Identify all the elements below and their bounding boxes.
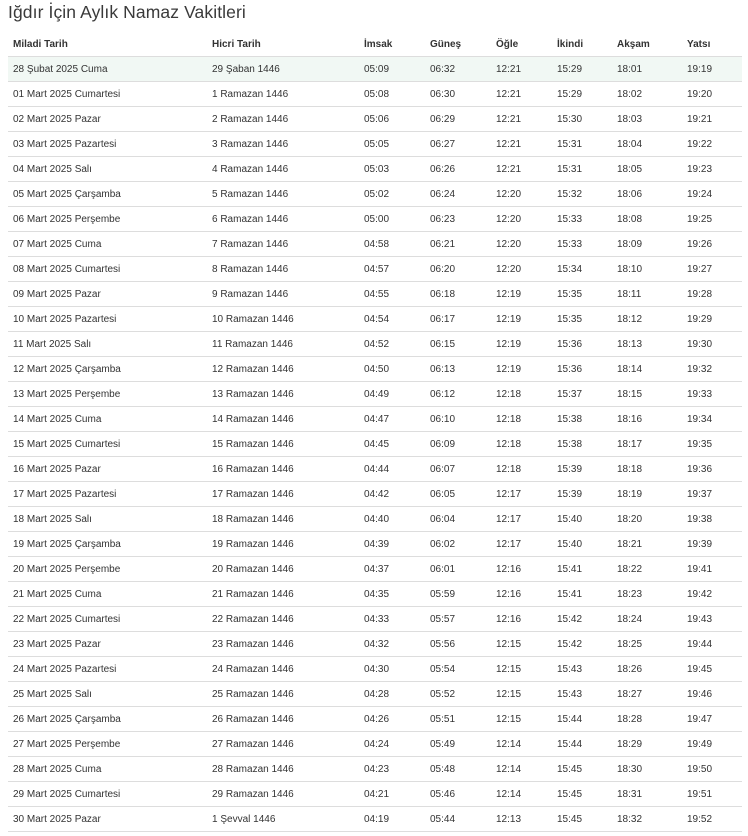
table-row <box>8 782 742 807</box>
yatsi-cell: 19:20 <box>682 82 742 107</box>
imsak-cell: 04:35 <box>359 582 425 607</box>
aksam-cell: 18:24 <box>612 607 682 632</box>
gregorian-date-cell: 22 Mart 2025 Cumartesi <box>8 607 207 632</box>
imsak-cell: 04:40 <box>359 507 425 532</box>
imsak-cell: 04:52 <box>359 332 425 357</box>
ikindi-cell: 15:43 <box>552 657 612 682</box>
imsak-cell: 04:54 <box>359 307 425 332</box>
table-row <box>8 307 742 332</box>
imsak-cell: 05:09 <box>359 57 425 82</box>
yatsi-cell: 19:19 <box>682 57 742 82</box>
gregorian-date-cell: 01 Mart 2025 Cumartesi <box>8 82 207 107</box>
gunes-cell: 06:13 <box>425 357 491 382</box>
ikindi-cell: 15:42 <box>552 607 612 632</box>
gunes-cell: 05:48 <box>425 757 491 782</box>
yatsi-cell: 19:47 <box>682 707 742 732</box>
ikindi-cell: 15:45 <box>552 782 612 807</box>
ogle-cell: 12:14 <box>491 782 552 807</box>
gunes-cell: 06:29 <box>425 107 491 132</box>
gunes-cell: 05:52 <box>425 682 491 707</box>
ogle-cell: 12:15 <box>491 632 552 657</box>
gunes-cell: 06:23 <box>425 207 491 232</box>
aksam-cell: 18:18 <box>612 457 682 482</box>
hijri-date-cell: 14 Ramazan 1446 <box>207 407 359 432</box>
hijri-date-cell: 5 Ramazan 1446 <box>207 182 359 207</box>
hijri-date-cell: 2 Ramazan 1446 <box>207 107 359 132</box>
ikindi-cell: 15:29 <box>552 82 612 107</box>
imsak-cell: 05:00 <box>359 207 425 232</box>
page-title: Iğdır İçin Aylık Namaz Vakitleri <box>8 2 246 22</box>
header-yatsi: Yatsı <box>682 33 742 57</box>
hijri-date-cell: 29 Şaban 1446 <box>207 57 359 82</box>
aksam-cell: 18:09 <box>612 232 682 257</box>
gunes-cell: 05:49 <box>425 732 491 757</box>
ogle-cell: 12:15 <box>491 707 552 732</box>
hijri-date-cell: 22 Ramazan 1446 <box>207 607 359 632</box>
table-row <box>8 207 742 232</box>
table-body <box>8 57 742 832</box>
gunes-cell: 06:26 <box>425 157 491 182</box>
hijri-date-cell: 1 Şevval 1446 <box>207 807 359 832</box>
ikindi-cell: 15:35 <box>552 282 612 307</box>
yatsi-cell: 19:49 <box>682 732 742 757</box>
gregorian-date-cell: 20 Mart 2025 Perşembe <box>8 557 207 582</box>
table-row <box>8 257 742 282</box>
gregorian-date-cell: 15 Mart 2025 Cumartesi <box>8 432 207 457</box>
table-row <box>8 707 742 732</box>
gregorian-date-cell: 06 Mart 2025 Perşembe <box>8 207 207 232</box>
gregorian-date-cell: 11 Mart 2025 Salı <box>8 332 207 357</box>
hijri-date-cell: 27 Ramazan 1446 <box>207 732 359 757</box>
aksam-cell: 18:01 <box>612 57 682 82</box>
ogle-cell: 12:16 <box>491 607 552 632</box>
aksam-cell: 18:28 <box>612 707 682 732</box>
ogle-cell: 12:18 <box>491 457 552 482</box>
gunes-cell: 06:27 <box>425 132 491 157</box>
aksam-cell: 18:30 <box>612 757 682 782</box>
gregorian-date-cell: 08 Mart 2025 Cumartesi <box>8 257 207 282</box>
hijri-date-cell: 3 Ramazan 1446 <box>207 132 359 157</box>
table-row <box>8 382 742 407</box>
gunes-cell: 06:20 <box>425 257 491 282</box>
gunes-cell: 06:12 <box>425 382 491 407</box>
yatsi-cell: 19:37 <box>682 482 742 507</box>
ogle-cell: 12:21 <box>491 82 552 107</box>
aksam-cell: 18:05 <box>612 157 682 182</box>
ikindi-cell: 15:32 <box>552 182 612 207</box>
aksam-cell: 18:27 <box>612 682 682 707</box>
hijri-date-cell: 8 Ramazan 1446 <box>207 257 359 282</box>
imsak-cell: 04:37 <box>359 557 425 582</box>
table-row <box>8 107 742 132</box>
hijri-date-cell: 25 Ramazan 1446 <box>207 682 359 707</box>
ikindi-cell: 15:40 <box>552 532 612 557</box>
table-row <box>8 757 742 782</box>
aksam-cell: 18:08 <box>612 207 682 232</box>
ikindi-cell: 15:31 <box>552 132 612 157</box>
hijri-date-cell: 1 Ramazan 1446 <box>207 82 359 107</box>
table-row <box>8 232 742 257</box>
table-row <box>8 57 742 82</box>
gregorian-date-cell: 19 Mart 2025 Çarşamba <box>8 532 207 557</box>
yatsi-cell: 19:51 <box>682 782 742 807</box>
ikindi-cell: 15:34 <box>552 257 612 282</box>
gunes-cell: 06:01 <box>425 557 491 582</box>
gregorian-date-cell: 03 Mart 2025 Pazartesi <box>8 132 207 157</box>
hijri-date-cell: 12 Ramazan 1446 <box>207 357 359 382</box>
ikindi-cell: 15:39 <box>552 482 612 507</box>
gunes-cell: 06:24 <box>425 182 491 207</box>
aksam-cell: 18:02 <box>612 82 682 107</box>
ikindi-cell: 15:41 <box>552 557 612 582</box>
aksam-cell: 18:17 <box>612 432 682 457</box>
yatsi-cell: 19:46 <box>682 682 742 707</box>
table-header <box>8 33 742 57</box>
gregorian-date-cell: 07 Mart 2025 Cuma <box>8 232 207 257</box>
ogle-cell: 12:15 <box>491 682 552 707</box>
gregorian-date-cell: 14 Mart 2025 Cuma <box>8 407 207 432</box>
gregorian-date-cell: 10 Mart 2025 Pazartesi <box>8 307 207 332</box>
yatsi-cell: 19:30 <box>682 332 742 357</box>
ogle-cell: 12:18 <box>491 407 552 432</box>
ogle-cell: 12:16 <box>491 582 552 607</box>
yatsi-cell: 19:27 <box>682 257 742 282</box>
gunes-cell: 06:10 <box>425 407 491 432</box>
yatsi-cell: 19:24 <box>682 182 742 207</box>
gunes-cell: 05:44 <box>425 807 491 832</box>
gunes-cell: 06:07 <box>425 457 491 482</box>
ogle-cell: 12:15 <box>491 657 552 682</box>
aksam-cell: 18:19 <box>612 482 682 507</box>
imsak-cell: 04:39 <box>359 532 425 557</box>
imsak-cell: 04:23 <box>359 757 425 782</box>
gunes-cell: 05:54 <box>425 657 491 682</box>
table-row <box>8 507 742 532</box>
gunes-cell: 06:30 <box>425 82 491 107</box>
yatsi-cell: 19:32 <box>682 357 742 382</box>
table-row <box>8 607 742 632</box>
gregorian-date-cell: 17 Mart 2025 Pazartesi <box>8 482 207 507</box>
imsak-cell: 04:50 <box>359 357 425 382</box>
gunes-cell: 06:04 <box>425 507 491 532</box>
ogle-cell: 12:21 <box>491 57 552 82</box>
yatsi-cell: 19:26 <box>682 232 742 257</box>
header-ogle: Öğle <box>491 33 552 57</box>
imsak-cell: 04:30 <box>359 657 425 682</box>
imsak-cell: 04:49 <box>359 382 425 407</box>
table-row <box>8 807 742 832</box>
gregorian-date-cell: 25 Mart 2025 Salı <box>8 682 207 707</box>
imsak-cell: 05:08 <box>359 82 425 107</box>
yatsi-cell: 19:43 <box>682 607 742 632</box>
yatsi-cell: 19:38 <box>682 507 742 532</box>
hijri-date-cell: 21 Ramazan 1446 <box>207 582 359 607</box>
imsak-cell: 04:19 <box>359 807 425 832</box>
table-row <box>8 132 742 157</box>
ikindi-cell: 15:42 <box>552 632 612 657</box>
imsak-cell: 05:02 <box>359 182 425 207</box>
hijri-date-cell: 23 Ramazan 1446 <box>207 632 359 657</box>
aksam-cell: 18:23 <box>612 582 682 607</box>
gregorian-date-cell: 28 Şubat 2025 Cuma <box>8 57 207 82</box>
ogle-cell: 12:19 <box>491 307 552 332</box>
gregorian-date-cell: 21 Mart 2025 Cuma <box>8 582 207 607</box>
hijri-date-cell: 15 Ramazan 1446 <box>207 432 359 457</box>
ogle-cell: 12:17 <box>491 507 552 532</box>
ikindi-cell: 15:31 <box>552 157 612 182</box>
ogle-cell: 12:18 <box>491 432 552 457</box>
gunes-cell: 05:56 <box>425 632 491 657</box>
imsak-cell: 04:26 <box>359 707 425 732</box>
hijri-date-cell: 4 Ramazan 1446 <box>207 157 359 182</box>
aksam-cell: 18:26 <box>612 657 682 682</box>
ogle-cell: 12:18 <box>491 382 552 407</box>
imsak-cell: 04:47 <box>359 407 425 432</box>
ikindi-cell: 15:38 <box>552 407 612 432</box>
ikindi-cell: 15:30 <box>552 107 612 132</box>
hijri-date-cell: 13 Ramazan 1446 <box>207 382 359 407</box>
yatsi-cell: 19:36 <box>682 457 742 482</box>
imsak-cell: 04:21 <box>359 782 425 807</box>
ikindi-cell: 15:44 <box>552 732 612 757</box>
aksam-cell: 18:04 <box>612 132 682 157</box>
yatsi-cell: 19:50 <box>682 757 742 782</box>
ogle-cell: 12:21 <box>491 132 552 157</box>
hijri-date-cell: 7 Ramazan 1446 <box>207 232 359 257</box>
gregorian-date-cell: 16 Mart 2025 Pazar <box>8 457 207 482</box>
ikindi-cell: 15:40 <box>552 507 612 532</box>
aksam-cell: 18:31 <box>612 782 682 807</box>
yatsi-cell: 19:23 <box>682 157 742 182</box>
ogle-cell: 12:20 <box>491 207 552 232</box>
aksam-cell: 18:22 <box>612 557 682 582</box>
gunes-cell: 05:59 <box>425 582 491 607</box>
aksam-cell: 18:13 <box>612 332 682 357</box>
yatsi-cell: 19:22 <box>682 132 742 157</box>
gunes-cell: 06:02 <box>425 532 491 557</box>
header-gunes: Güneş <box>425 33 491 57</box>
ogle-cell: 12:21 <box>491 157 552 182</box>
table-row <box>8 457 742 482</box>
table-row <box>8 532 742 557</box>
hijri-date-cell: 6 Ramazan 1446 <box>207 207 359 232</box>
table-row <box>8 407 742 432</box>
ikindi-cell: 15:39 <box>552 457 612 482</box>
header-hijri-date: Hicri Tarih <box>207 33 359 57</box>
ogle-cell: 12:21 <box>491 107 552 132</box>
gunes-cell: 05:46 <box>425 782 491 807</box>
header-row <box>8 33 742 57</box>
table-row <box>8 357 742 382</box>
yatsi-cell: 19:41 <box>682 557 742 582</box>
ogle-cell: 12:16 <box>491 557 552 582</box>
gunes-cell: 05:51 <box>425 707 491 732</box>
table-row <box>8 182 742 207</box>
prayer-times-table <box>8 33 742 832</box>
hijri-date-cell: 26 Ramazan 1446 <box>207 707 359 732</box>
ikindi-cell: 15:43 <box>552 682 612 707</box>
ogle-cell: 12:17 <box>491 482 552 507</box>
gregorian-date-cell: 02 Mart 2025 Pazar <box>8 107 207 132</box>
hijri-date-cell: 29 Ramazan 1446 <box>207 782 359 807</box>
ogle-cell: 12:14 <box>491 732 552 757</box>
ikindi-cell: 15:37 <box>552 382 612 407</box>
gunes-cell: 06:17 <box>425 307 491 332</box>
table-row <box>8 282 742 307</box>
imsak-cell: 04:24 <box>359 732 425 757</box>
table-row <box>8 82 742 107</box>
hijri-date-cell: 9 Ramazan 1446 <box>207 282 359 307</box>
table-row <box>8 557 742 582</box>
ikindi-cell: 15:45 <box>552 757 612 782</box>
yatsi-cell: 19:21 <box>682 107 742 132</box>
ogle-cell: 12:20 <box>491 182 552 207</box>
gregorian-date-cell: 24 Mart 2025 Pazartesi <box>8 657 207 682</box>
gregorian-date-cell: 09 Mart 2025 Pazar <box>8 282 207 307</box>
aksam-cell: 18:21 <box>612 532 682 557</box>
table-row <box>8 657 742 682</box>
ogle-cell: 12:19 <box>491 332 552 357</box>
aksam-cell: 18:25 <box>612 632 682 657</box>
hijri-date-cell: 28 Ramazan 1446 <box>207 757 359 782</box>
aksam-cell: 18:06 <box>612 182 682 207</box>
yatsi-cell: 19:34 <box>682 407 742 432</box>
gregorian-date-cell: 27 Mart 2025 Perşembe <box>8 732 207 757</box>
gregorian-date-cell: 26 Mart 2025 Çarşamba <box>8 707 207 732</box>
hijri-date-cell: 20 Ramazan 1446 <box>207 557 359 582</box>
ikindi-cell: 15:33 <box>552 207 612 232</box>
gregorian-date-cell: 28 Mart 2025 Cuma <box>8 757 207 782</box>
hijri-date-cell: 18 Ramazan 1446 <box>207 507 359 532</box>
ikindi-cell: 15:33 <box>552 232 612 257</box>
gregorian-date-cell: 05 Mart 2025 Çarşamba <box>8 182 207 207</box>
gregorian-date-cell: 23 Mart 2025 Pazar <box>8 632 207 657</box>
ikindi-cell: 15:36 <box>552 357 612 382</box>
imsak-cell: 04:58 <box>359 232 425 257</box>
ogle-cell: 12:20 <box>491 257 552 282</box>
ogle-cell: 12:19 <box>491 357 552 382</box>
header-imsak: İmsak <box>359 33 425 57</box>
gregorian-date-cell: 30 Mart 2025 Pazar <box>8 807 207 832</box>
table-row <box>8 432 742 457</box>
imsak-cell: 05:06 <box>359 107 425 132</box>
table-row <box>8 732 742 757</box>
ikindi-cell: 15:45 <box>552 807 612 832</box>
ogle-cell: 12:13 <box>491 807 552 832</box>
ikindi-cell: 15:29 <box>552 57 612 82</box>
gunes-cell: 05:57 <box>425 607 491 632</box>
hijri-date-cell: 16 Ramazan 1446 <box>207 457 359 482</box>
hijri-date-cell: 24 Ramazan 1446 <box>207 657 359 682</box>
gunes-cell: 06:05 <box>425 482 491 507</box>
ogle-cell: 12:19 <box>491 282 552 307</box>
yatsi-cell: 19:29 <box>682 307 742 332</box>
aksam-cell: 18:32 <box>612 807 682 832</box>
imsak-cell: 04:45 <box>359 432 425 457</box>
table-row <box>8 482 742 507</box>
gunes-cell: 06:09 <box>425 432 491 457</box>
imsak-cell: 05:05 <box>359 132 425 157</box>
hijri-date-cell: 10 Ramazan 1446 <box>207 307 359 332</box>
imsak-cell: 04:32 <box>359 632 425 657</box>
gunes-cell: 06:21 <box>425 232 491 257</box>
table-row <box>8 332 742 357</box>
yatsi-cell: 19:52 <box>682 807 742 832</box>
table-row <box>8 582 742 607</box>
gunes-cell: 06:32 <box>425 57 491 82</box>
aksam-cell: 18:11 <box>612 282 682 307</box>
gregorian-date-cell: 04 Mart 2025 Salı <box>8 157 207 182</box>
ikindi-cell: 15:35 <box>552 307 612 332</box>
hijri-date-cell: 19 Ramazan 1446 <box>207 532 359 557</box>
aksam-cell: 18:29 <box>612 732 682 757</box>
yatsi-cell: 19:25 <box>682 207 742 232</box>
gunes-cell: 06:15 <box>425 332 491 357</box>
hijri-date-cell: 11 Ramazan 1446 <box>207 332 359 357</box>
aksam-cell: 18:03 <box>612 107 682 132</box>
table-row <box>8 682 742 707</box>
imsak-cell: 05:03 <box>359 157 425 182</box>
gregorian-date-cell: 18 Mart 2025 Salı <box>8 507 207 532</box>
yatsi-cell: 19:33 <box>682 382 742 407</box>
ogle-cell: 12:14 <box>491 757 552 782</box>
gregorian-date-cell: 13 Mart 2025 Perşembe <box>8 382 207 407</box>
header-gregorian-date: Miladi Tarih <box>8 33 207 57</box>
table-row <box>8 632 742 657</box>
aksam-cell: 18:12 <box>612 307 682 332</box>
table-row <box>8 157 742 182</box>
gregorian-date-cell: 12 Mart 2025 Çarşamba <box>8 357 207 382</box>
ikindi-cell: 15:36 <box>552 332 612 357</box>
ikindi-cell: 15:44 <box>552 707 612 732</box>
aksam-cell: 18:15 <box>612 382 682 407</box>
imsak-cell: 04:44 <box>359 457 425 482</box>
yatsi-cell: 19:42 <box>682 582 742 607</box>
imsak-cell: 04:55 <box>359 282 425 307</box>
header-ikindi: İkindi <box>552 33 612 57</box>
yatsi-cell: 19:45 <box>682 657 742 682</box>
ikindi-cell: 15:38 <box>552 432 612 457</box>
hijri-date-cell: 17 Ramazan 1446 <box>207 482 359 507</box>
imsak-cell: 04:57 <box>359 257 425 282</box>
imsak-cell: 04:42 <box>359 482 425 507</box>
imsak-cell: 04:33 <box>359 607 425 632</box>
aksam-cell: 18:16 <box>612 407 682 432</box>
aksam-cell: 18:10 <box>612 257 682 282</box>
ogle-cell: 12:20 <box>491 232 552 257</box>
yatsi-cell: 19:44 <box>682 632 742 657</box>
header-aksam: Akşam <box>612 33 682 57</box>
ogle-cell: 12:17 <box>491 532 552 557</box>
imsak-cell: 04:28 <box>359 682 425 707</box>
yatsi-cell: 19:39 <box>682 532 742 557</box>
gunes-cell: 06:18 <box>425 282 491 307</box>
ikindi-cell: 15:41 <box>552 582 612 607</box>
yatsi-cell: 19:35 <box>682 432 742 457</box>
aksam-cell: 18:14 <box>612 357 682 382</box>
aksam-cell: 18:20 <box>612 507 682 532</box>
yatsi-cell: 19:28 <box>682 282 742 307</box>
gregorian-date-cell: 29 Mart 2025 Cumartesi <box>8 782 207 807</box>
